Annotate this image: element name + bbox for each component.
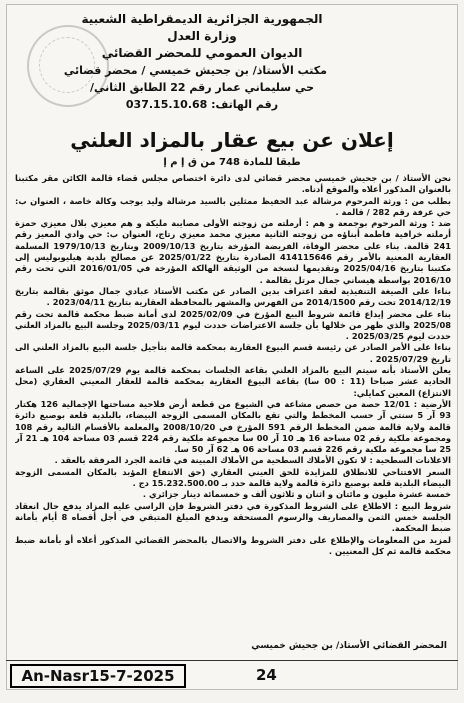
paragraph: بناءا على الصيغة التنفيذية لعقد اعتراف بدين الصادر عن مكتب الأستاذ عبادي جمال موثق بقالمة بتاريخ 2014/12/19 تحت رقم 2014/1500 من الفهرس والمشهر بالمحافظة العقارية بتاريخ 2023/04/11 .: [15, 285, 451, 308]
paragraph: بناءا على الأمر الصادر عن رئيسة قسم البيوع العقارية بمحكمة قالمة بتأجيل جلسة البيع بالمزاد العلني الى تاريخ 2025/07/29 .: [15, 342, 451, 364]
paragraph: السعر الافتتاحي للانطلاق للمزايدة للحق العيني العقاري (حق الانتفاع المؤبد بالمكان المسمى الزوجة البيضاء البلدية قلعة بوصبع دائرة قالمة ولاية قالمة حدد بـ 15.232.500.00 دج .: [15, 466, 451, 489]
header-line-1: الجمهورية الجزائرية الديمقراطية الشعبية: [81, 12, 323, 26]
notice-body: [15, 173, 451, 643]
paragraph: الأرضية : 12/01 حصة من حصص مشاعة في الشيوع من قطعة أرض فلاحية مساحتها الإجمالية 126 هكتار 93 آر 5 سنتي آر حسب المخطط والتي تقع بالمكان المسمى الزوجة البيضاء، بالبلدية قلعة بوصبع دائرة قالمة ولاية قالمة ضمن المخطط الرقم 591 المؤرخ في 2008/10/20 والمعلمة بالأقسام التالية رقم 108 ومجموعة ملكية رقم 02 مساحة 16 هـ 10 آر 00 سا مجموعة ملكية رقم 224 قسم 03 مساحة 104 هـ 21 آر 25 سا مجموعة ملكية رقم 226 قسم 03 مساحة 06 هـ 62 آر 50 سا.: [15, 398, 451, 455]
signature: المحضر القضائي الأستاذ/ بن جحيش خميسي: [251, 641, 447, 651]
publication-source: An-Nasr15-7-2025: [10, 664, 186, 688]
page-number: 24: [256, 666, 277, 684]
paragraph: ضد : ورثة المرحوم بوجمعة و هم : أرملته من زوجته الأولى مصايبة مليكة و هم معيزي بلال معيزي حمزة أرملته خرافية فاطمة أبناؤه من زوجته الثانية معيزي محمد معيزي رتاج، العنوان ب: حي وادي المعيز رقم 241 قالمة. بناء على محضر الوفاة، الفريضة المؤرخة بتاريخ 2009/10/13 وبتاريخ 1979/10/13 المسلمة العقارية المعنية بالأمر رقم 414115646 الصادرة بتاريخ 2025/01/22 عن مصالح بلدية هيليوبوليس إلى مكتبنا بتاريخ 2025/04/16 وتقديمها لنسخة من الوثيقة الهالكة المؤرخة في 2016/01/05 التي تحت رقم 2016/10 بواسطة هيساني جمال مرتل بقالمة .: [15, 218, 451, 285]
footer-divider: [6, 660, 458, 661]
paragraph: الاعلانات السطحية : لا تكون الأملاك السطحية من الأملاك المبينة في قائمة الجرد المرفقة بالعقد .: [54, 455, 451, 466]
paragraph: بناء على محضر إيداع قائمة شروط البيع المؤرخ في 2025/02/09 لدى أمانة ضبط محكمة قالمة تحت رقم 2025/08 والذي ظهر من خلالها بأن جلسة الاعتراضات حددت ليوم 2025/03/11 وجلسة البيع بالمزاد العلني حددت ليوم 2025/03/25 .: [15, 308, 451, 342]
header-line-2: وزارة العدل: [167, 29, 237, 43]
paragraph: شروط البيع : الاطلاع على الشروط المذكورة في دفتر الشروط فإن الراسي عليه المزاد يدفع حال انعقاد الجلسة خمس الثمن والمصاريف والرسوم المستحقة ويدفع المبلغ المتبقي في أجل أقصاه 8 أيام بأمانة ضبط المحكمة.: [15, 500, 451, 534]
paragraph: نحن الأستاذ / بن جحيش خميسي محضر قضائي لدى دائرة اختصاص مجلس قضاء قالمة الكائن مقر مكتبنا بالعنوان المذكور أعلاه والموقع أدناه.: [15, 173, 451, 195]
header-line-3: الديوان العمومي للمحضر القضائي: [101, 46, 303, 60]
notice-subtitle: طبقا للمادة 748 من ق إ م إ: [163, 157, 301, 168]
legal-notice: [6, 4, 458, 690]
paragraph: بطلب من : ورثة المرحوم مرشالة عبد الحفيظ ممثلين بالسيد مرشالة وليد يوجب وكالة خاصة ، العنوان ب: حي عرفة رقم 282 / قالمة .: [15, 195, 451, 217]
header-line-6: رقم الهاتف: 037.15.10.68: [125, 98, 279, 111]
header-line-4: مكتب الأستاذ/ بن جحيش خميسي / محضر قضائي: [63, 64, 327, 77]
notice-header: [63, 11, 327, 113]
paragraph: يعلن الأستاذ بأنه سيتم البيع بالمزاد العلني بقاعة الجلسات بمحكمة قالمة يوم 2025/07/29 على الساعة الحادية عشر صباحا (11 : 00 سا) بقاعة البيوع العقارية بمحكمة قالمة للعقار المعيني العقاري (محل الانتزاع) المعين كمايلي:: [15, 365, 451, 398]
notice-title: إعلان عن بيع عقار بالمزاد العلني: [70, 128, 394, 152]
paragraph: خمسة عشرة مليون و مائتان و اثنان و ثلاثون ألف و خمسمائة دينار جزائري .: [142, 489, 451, 500]
page-footer: [6, 664, 458, 690]
paragraph: لمزيد من المعلومات والإطلاع على دفتر الشروط والاتصال بالمحضر القضائي المذكور أعلاه أو بأمانة ضبط محكمة قالمة ثم كل المعنيين .: [15, 534, 451, 556]
header-line-5: حي سليماني عمار رقم 22 الطابق الثاني/: [89, 81, 314, 94]
